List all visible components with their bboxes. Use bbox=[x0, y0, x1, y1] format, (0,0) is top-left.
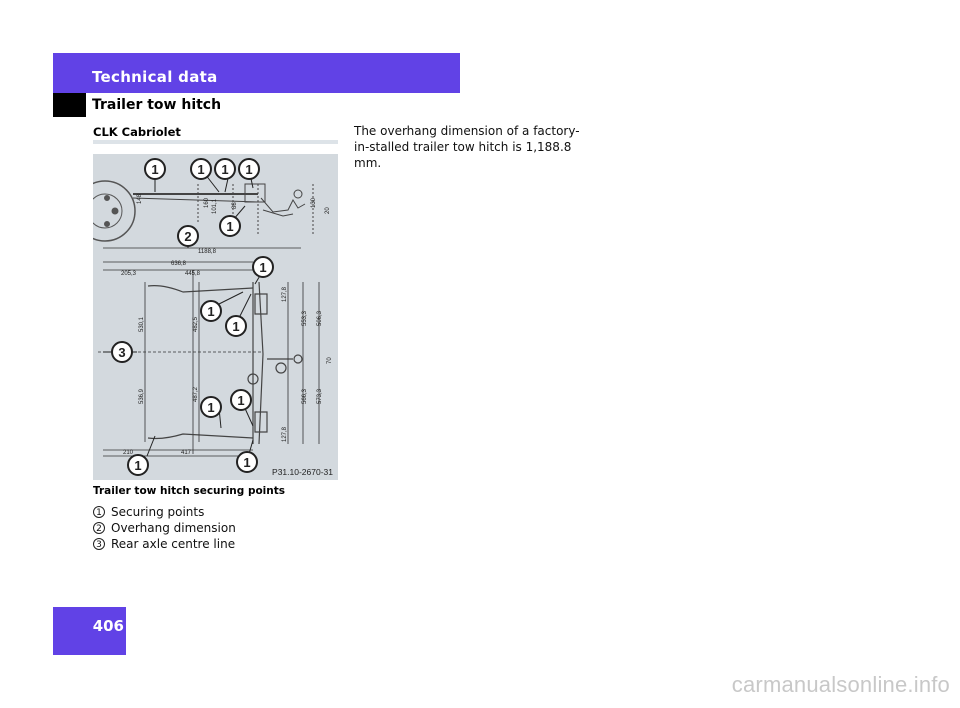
callout-1f bbox=[253, 257, 273, 277]
legend-item bbox=[93, 536, 236, 552]
dim-127a: 127,8 bbox=[282, 286, 288, 302]
callout-1j bbox=[231, 390, 251, 410]
callout-1c bbox=[215, 159, 235, 179]
callout-label: 1 bbox=[237, 393, 245, 408]
side-view bbox=[133, 184, 305, 216]
section-title: Technical data bbox=[92, 68, 218, 86]
dim-205: 205,3 bbox=[121, 271, 137, 277]
callout-label: 1 bbox=[207, 304, 215, 319]
callout-3 bbox=[112, 342, 132, 362]
watermark: carmanualsonline.info bbox=[731, 672, 950, 697]
dim-530: 530,1 bbox=[139, 316, 145, 332]
callout-label: 1 bbox=[226, 219, 234, 234]
dim-445: 445,8 bbox=[185, 271, 201, 277]
legend-number: 3 bbox=[93, 538, 105, 550]
callout-1d bbox=[239, 159, 259, 179]
callout-label: 1 bbox=[259, 260, 267, 275]
dim-636: 636,8 bbox=[171, 261, 187, 267]
legend-item bbox=[93, 520, 236, 536]
dim-20: 20 bbox=[325, 207, 331, 214]
callout-label: 1 bbox=[243, 455, 251, 470]
dim-553: 553,3 bbox=[302, 310, 308, 326]
model-heading: CLK Cabriolet bbox=[93, 125, 181, 139]
dim-566: 566,3 bbox=[302, 388, 308, 404]
callout-label: 1 bbox=[151, 162, 159, 177]
heading-rule bbox=[93, 140, 338, 144]
tow-hitch-diagram bbox=[93, 154, 338, 480]
callout-label: 1 bbox=[197, 162, 205, 177]
legend-label: Overhang dimension bbox=[111, 521, 236, 535]
dim-1188: 1188,8 bbox=[198, 249, 216, 255]
callout-2 bbox=[178, 226, 198, 246]
dim-506: 506,3 bbox=[317, 310, 323, 326]
top-view bbox=[148, 282, 302, 444]
callout-1g bbox=[201, 301, 221, 321]
dim-127b: 127,8 bbox=[282, 426, 288, 442]
body-paragraph: The overhang dimension of a factory-in-stalled trailer tow hitch is 1,188.8 mm. bbox=[354, 124, 580, 170]
callout-label: 1 bbox=[207, 400, 215, 415]
dim-417: 417 bbox=[181, 450, 192, 456]
callout-1h bbox=[226, 316, 246, 336]
callout-label: 1 bbox=[245, 162, 253, 177]
legend-number: 2 bbox=[93, 522, 105, 534]
dim-487: 487,2 bbox=[193, 386, 199, 402]
callout-1a bbox=[145, 159, 165, 179]
legend-label: Rear axle centre line bbox=[111, 537, 236, 551]
section-marker bbox=[53, 93, 86, 117]
dim-88: 88 bbox=[232, 202, 238, 209]
dim-70: 70 bbox=[327, 357, 333, 364]
callout-label: 3 bbox=[118, 345, 126, 360]
callout-1e bbox=[220, 216, 240, 236]
callout-1i bbox=[201, 397, 221, 417]
dim-148: 148 bbox=[137, 193, 143, 204]
figure-caption: Trailer tow hitch securing points bbox=[93, 485, 286, 497]
page-number bbox=[53, 617, 126, 635]
legend-item bbox=[93, 504, 236, 520]
callout-label: 1 bbox=[221, 162, 229, 177]
page-title: Trailer tow hitch bbox=[92, 97, 222, 113]
callout-label: 2 bbox=[184, 229, 192, 244]
callout-1b bbox=[191, 159, 211, 179]
wheel-drawing bbox=[93, 181, 135, 241]
callout-label: 1 bbox=[232, 319, 240, 334]
dim-536: 536,9 bbox=[139, 388, 145, 404]
callout-label: 1 bbox=[134, 458, 142, 473]
page-number-text: 406 bbox=[92, 617, 124, 635]
dim-130: 130 bbox=[311, 197, 317, 208]
dim-160: 160 bbox=[204, 197, 210, 208]
dim-101: 101,1 bbox=[212, 198, 218, 214]
legend-label: Securing points bbox=[111, 505, 205, 519]
callout-1k bbox=[128, 455, 148, 475]
callout-1l bbox=[237, 452, 257, 472]
dim-210: 210 bbox=[123, 450, 134, 456]
legend-list bbox=[93, 504, 236, 552]
dim-573: 573,3 bbox=[317, 388, 323, 404]
dim-482: 482,5 bbox=[193, 316, 199, 332]
legend-number: 1 bbox=[93, 506, 105, 518]
figure-code: P31.10-2670-31 bbox=[272, 467, 333, 477]
